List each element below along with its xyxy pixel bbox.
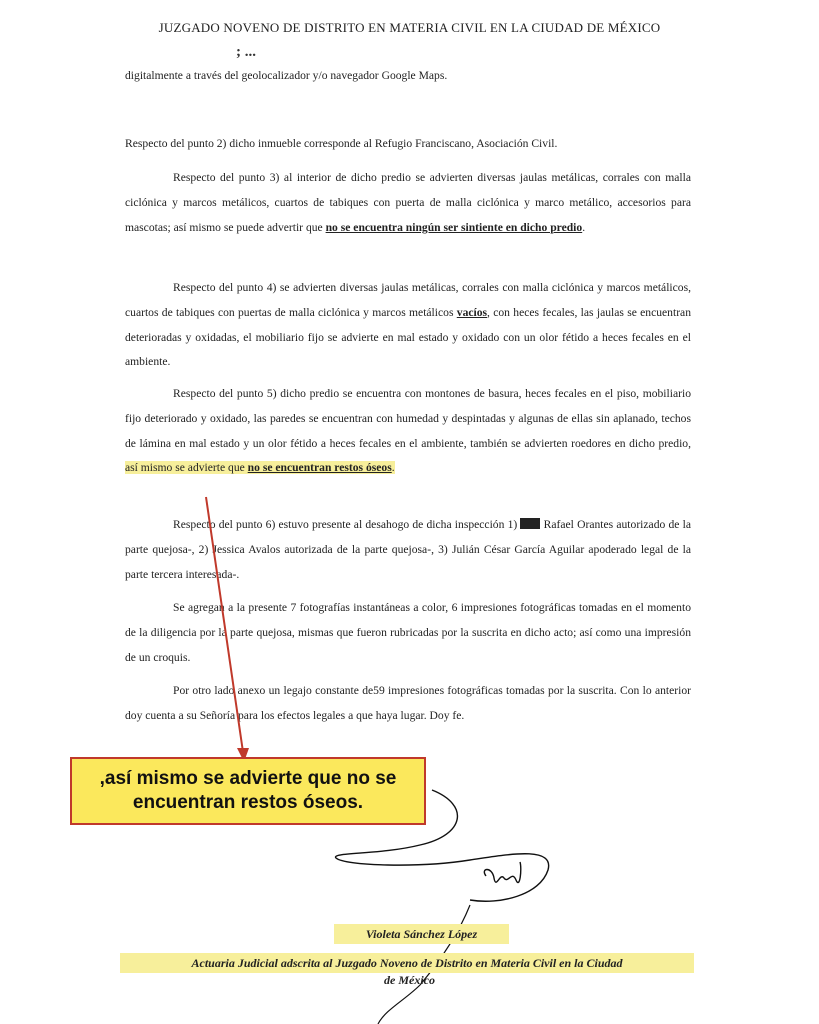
- intro-line: digitalmente a través del geolocalizador y/o navegador Google Maps.: [125, 69, 448, 82]
- paragraph-point-6: Respecto del punto 6) estuvo presente al desahogo de dicha inspección 1) Rafael Orantes autorizado de la parte quejosa-, 2) Jessica Avalos autorizada de la parte quejosa-, 3) Julián César García Aguilar apoderado legal de la parte tercera interesada-.: [125, 518, 691, 581]
- signer-name: Violeta Sánchez López: [334, 924, 509, 944]
- callout-box: ,así mismo se advierte que no se encuentran restos óseos.: [70, 757, 426, 825]
- paragraph-point-3: Respecto del punto 3) al interior de dicho predio se advierten diversas jaulas metálicas, corrales con malla ciclónica y marcos metálicos, cuartos de tabiques con puerta de malla ciclónica y marco metálico, accesorios para mascotas; así mismo se puede advertir que no se encuentra ningún ser sintiente en dicho predio.: [125, 171, 691, 234]
- paragraph-photos: Se agregan a la presente 7 fotografías instantáneas a color, 6 impresiones fotográficas tomadas en el momento de la diligencia por la parte quejosa, mismas que fueron rubricadas por la suscrita en dicho acto; así como una impresión de un croquis.: [125, 601, 691, 664]
- header-mark: ; ...: [236, 44, 256, 60]
- paragraph-point-5: Respecto del punto 5) dicho predio se encuentra con montones de basura, heces fecales en el piso, mobiliario fijo deteriorado y oxidado, las paredes se encuentran con humedad y despintadas y algunas de ellas sin aplanado, techos de lámina en mal estado y un olor fétido a heces fecales en el ambiente, también se advierten roedores en dicho predio, así mismo se advierte que no se encuentran restos óseos.: [125, 387, 691, 475]
- court-header: JUZGADO NOVENO DE DISTRITO EN MATERIA CIVIL EN LA CIUDAD DE MÉXICO: [158, 20, 661, 35]
- arrow-line: [206, 497, 243, 752]
- signer-title-continued: de México: [384, 973, 435, 987]
- paragraph-point-2: Respecto del punto 2) dicho inmueble corresponde al Refugio Franciscano, Asociación Civil.: [125, 137, 558, 150]
- underlined-highlight: no se encuentran restos óseos: [247, 461, 392, 475]
- signer-title: Actuaria Judicial adscrita al Juzgado Noveno de Distrito en Materia Civil en la Ciudad: [120, 953, 694, 973]
- paragraph-closing: Por otro lado anexo un legajo constante de59 impresiones fotográficas tomadas por la suscrita. Con lo anterior doy cuenta a su Señoría para los efectos legales a que haya lugar. Doy fe.: [125, 684, 691, 722]
- underlined-word-vacios: vacíos: [456, 305, 488, 319]
- signature-initials: [484, 862, 520, 883]
- underlined-phrase: no se encuentra ningún ser sintiente en dicho predio: [325, 220, 583, 234]
- highlighted-phrase: así mismo se advierte que no se encuentran restos óseos.: [125, 461, 395, 475]
- paragraph-point-4: Respecto del punto 4) se advierten diversas jaulas metálicas, corrales con malla ciclónica y marcos metálicos, cuartos de tabiques con puertas de malla ciclónica y marcos metálicos vacíos, con heces fecales, las jaulas se encuentran deterioradas y oxidadas, el mobiliario fijo se advierte en mal estado y oxidado con un olor fétido a heces fecales en el ambiente.: [125, 281, 691, 369]
